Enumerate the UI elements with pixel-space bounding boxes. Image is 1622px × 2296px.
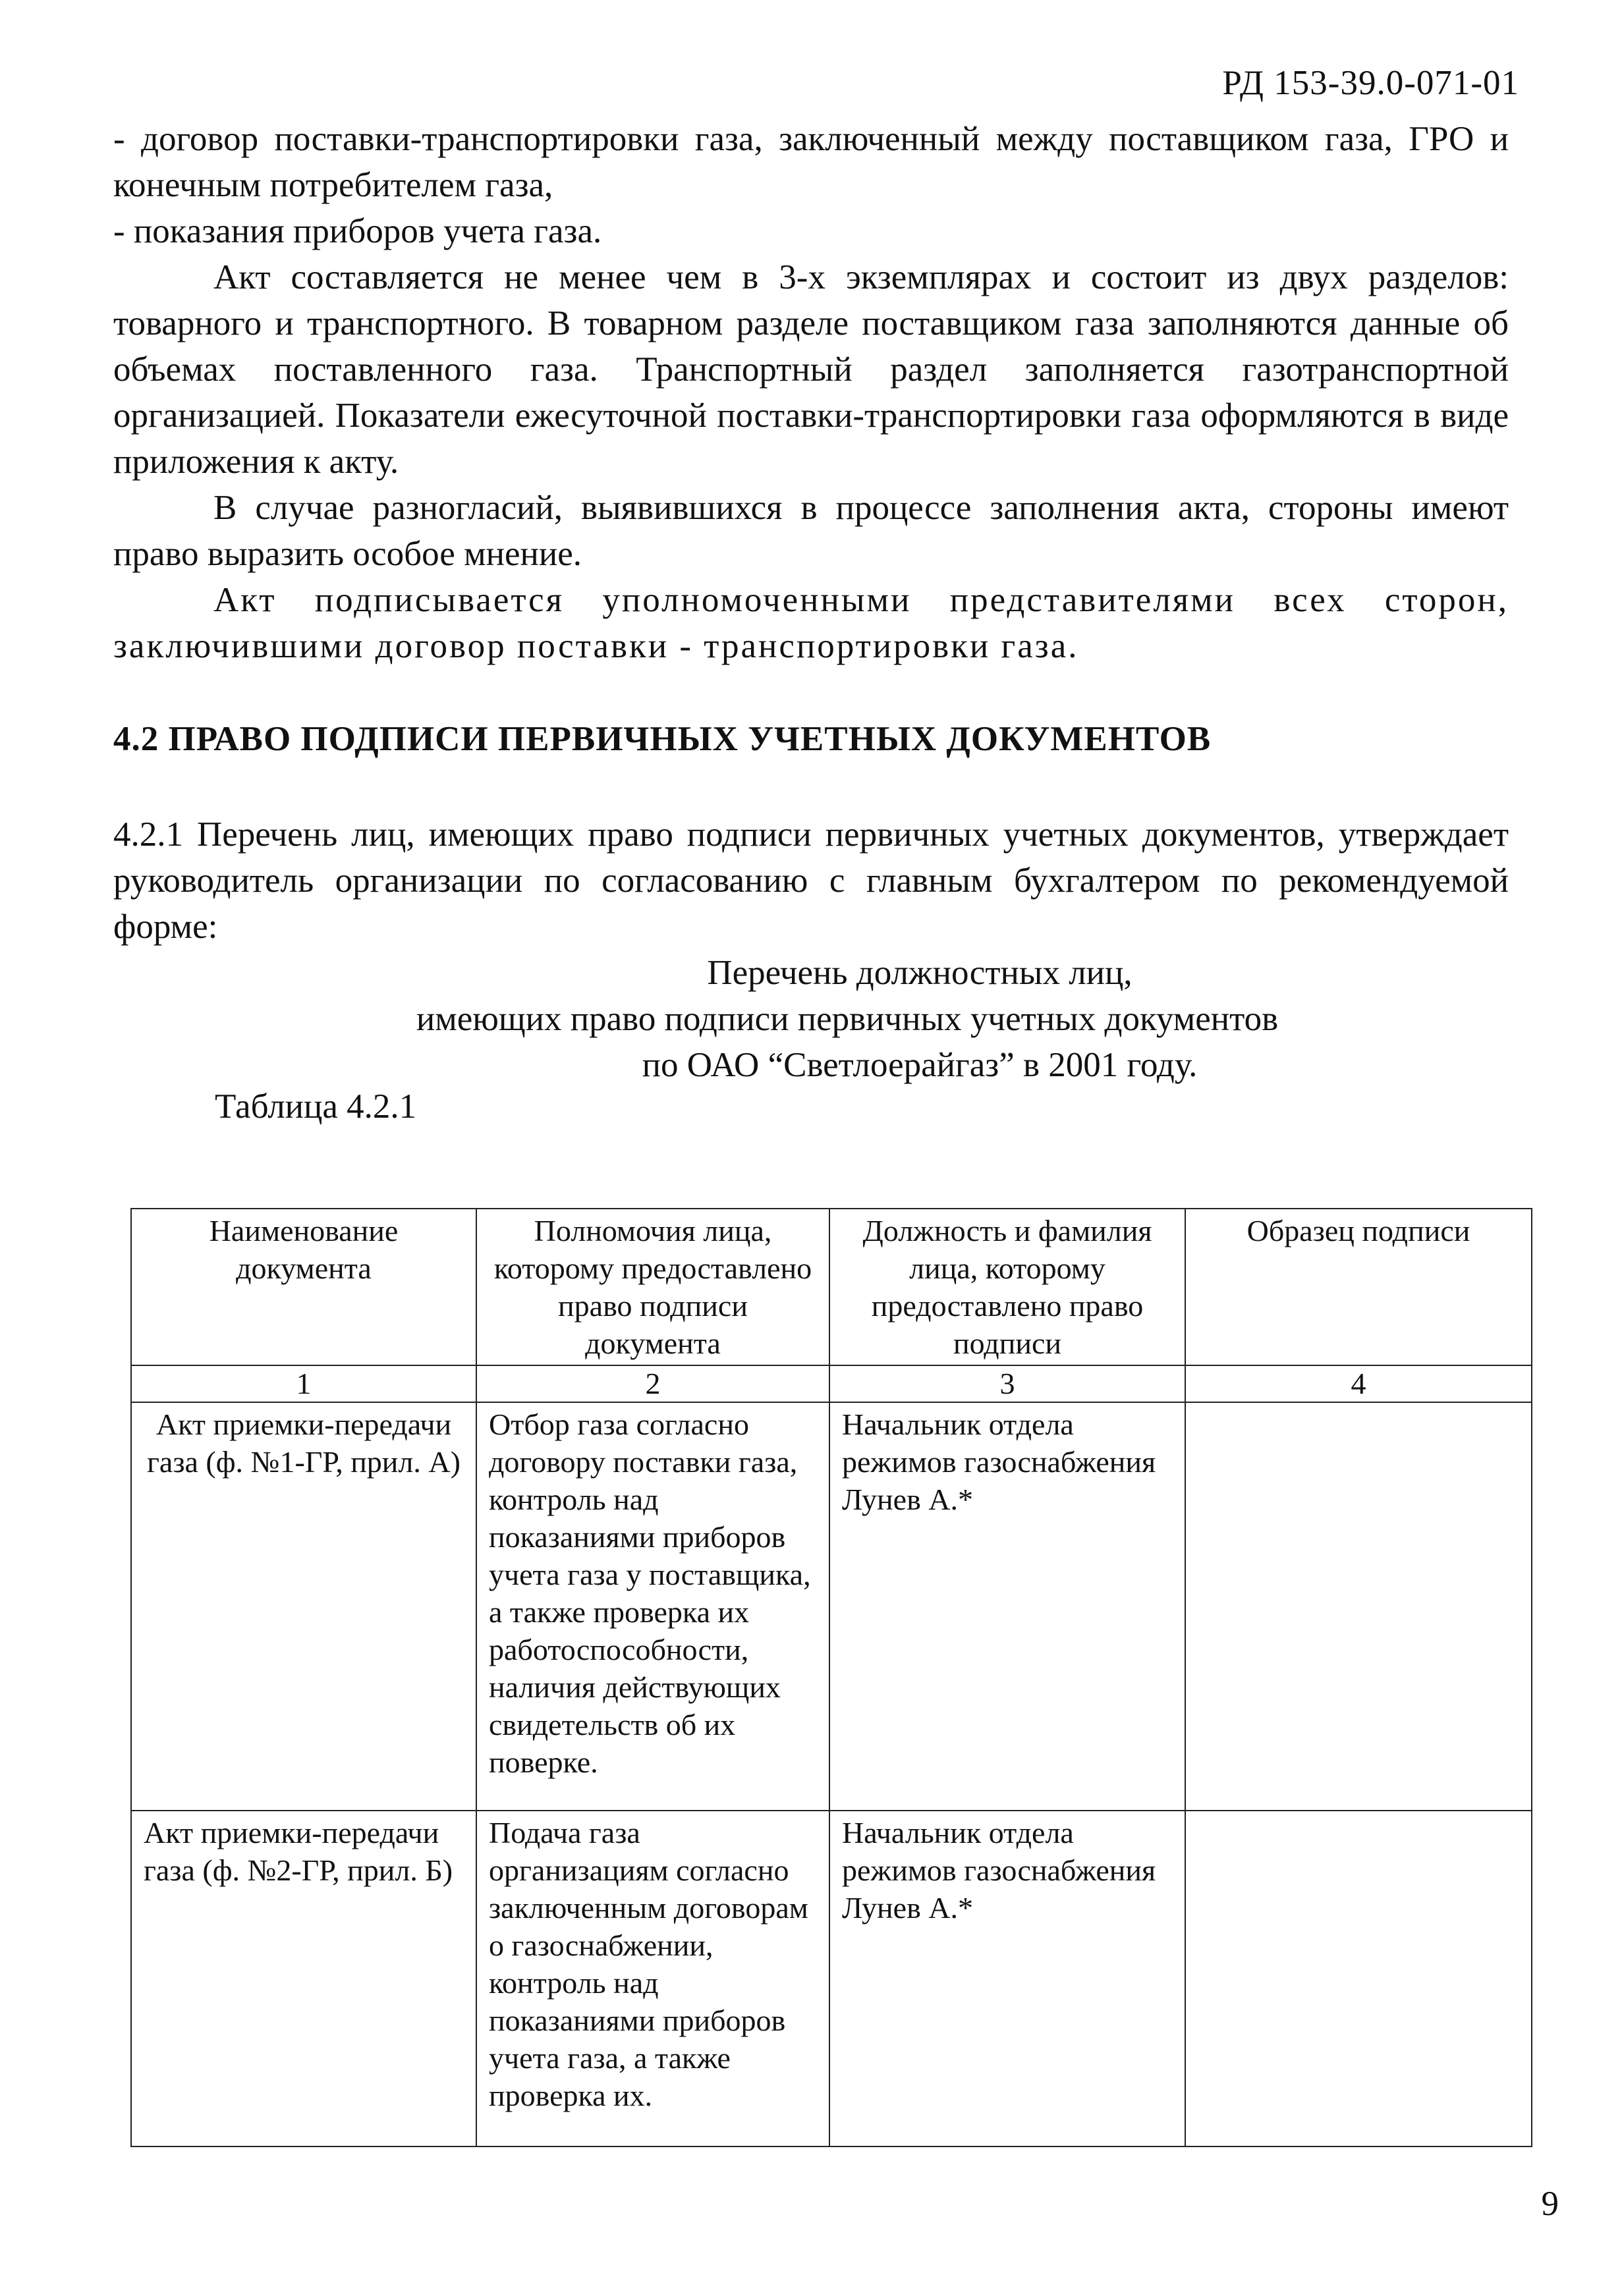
- document-code: РД 153-39.0-071-01: [1222, 64, 1519, 102]
- paragraph: В случае разногласий, выявившихся в процессе заполнения акта, стороны имеют право выразить особое мнение.: [113, 489, 1509, 573]
- body-text: [113, 116, 1509, 669]
- column-number-row: [131, 1365, 1532, 1402]
- column-header: Полномочия лица, которому предоставлено право подписи документа: [476, 1209, 829, 1365]
- position-cell: Начальник отдела режимов газоснабжения Лунев А.*: [829, 1402, 1185, 1811]
- document-name-cell: Акт приемки-передачи газа (ф. №1-ГР, прил. А): [131, 1402, 476, 1811]
- list-title: [0, 950, 1622, 1088]
- signature-sample-cell: [1185, 1811, 1532, 2146]
- column-header: Наименование документа: [131, 1209, 476, 1365]
- position-cell: Начальник отдела режимов газоснабжения Лунев А.*: [829, 1811, 1185, 2146]
- column-number: 1: [131, 1365, 476, 1402]
- paragraph: Акт подписывается уполномоченными представителями всех сторон, заключившими договор поставки - транспортировки газа.: [113, 581, 1509, 665]
- column-number: 4: [1185, 1365, 1532, 1402]
- column-header: Образец подписи: [1185, 1209, 1532, 1365]
- powers-cell: Отбор газа согласно договору поставки газа, контроль над показаниями приборов учета газа у поставщика, а также проверка их работоспособности, наличия действующих свидетельств об их поверке.: [476, 1402, 829, 1811]
- intro-line: - договор поставки-транспортировки газа, заключенный между поставщиком газа, ГРО и конечным потребителем газа,: [113, 120, 1509, 204]
- column-header: Должность и фамилия лица, которому предоставлено право подписи: [829, 1209, 1185, 1365]
- column-number: 2: [476, 1365, 829, 1402]
- list-title-line: по ОАО “Светлоерайгаз” в 2001 году.: [642, 1046, 1198, 1084]
- powers-cell: Подача газа организациям согласно заключенным договорам о газоснабжении, контроль над показаниями приборов учета газа, а также проверка их.: [476, 1811, 829, 2146]
- table-row: [131, 1402, 1532, 1811]
- signature-rights-table: [130, 1208, 1532, 2147]
- document-name-cell: Акт приемки-передачи газа (ф. №2-ГР, прил. Б): [131, 1811, 476, 2146]
- table-caption: Таблица 4.2.1: [215, 1087, 417, 1126]
- page-number: 9: [1541, 2185, 1559, 2223]
- list-title-line: Перечень должностных лиц,: [707, 954, 1133, 992]
- table-header-row: [131, 1209, 1532, 1365]
- column-number: 3: [829, 1365, 1185, 1402]
- table-row: [131, 1811, 1532, 2146]
- intro-line: - показания приборов учета газа.: [113, 212, 602, 250]
- section-heading: 4.2 ПРАВО ПОДПИСИ ПЕРВИЧНЫХ УЧЕТНЫХ ДОКУМЕНТОВ: [113, 720, 1212, 758]
- paragraph: Акт составляется не менее чем в 3-х экземплярах и состоит из двух разделов: товарного и транспортного. В товарном разделе поставщиком газа заполняются данные об объемах поставленного газа. Транспортный раздел заполняется газотранспортной организацией. Показатели ежесуточной поставки-транспортировки газа оформляются в виде приложения к акту.: [113, 258, 1509, 481]
- list-title-line: имеющих право подписи первичных учетных документов: [416, 1000, 1279, 1038]
- section-paragraph: 4.2.1 Перечень лиц, имеющих право подписи первичных учетных документов, утверждает руководитель организации по согласованию с главным бухгалтером по рекомендуемой форме:: [113, 815, 1509, 946]
- signature-sample-cell: [1185, 1402, 1532, 1811]
